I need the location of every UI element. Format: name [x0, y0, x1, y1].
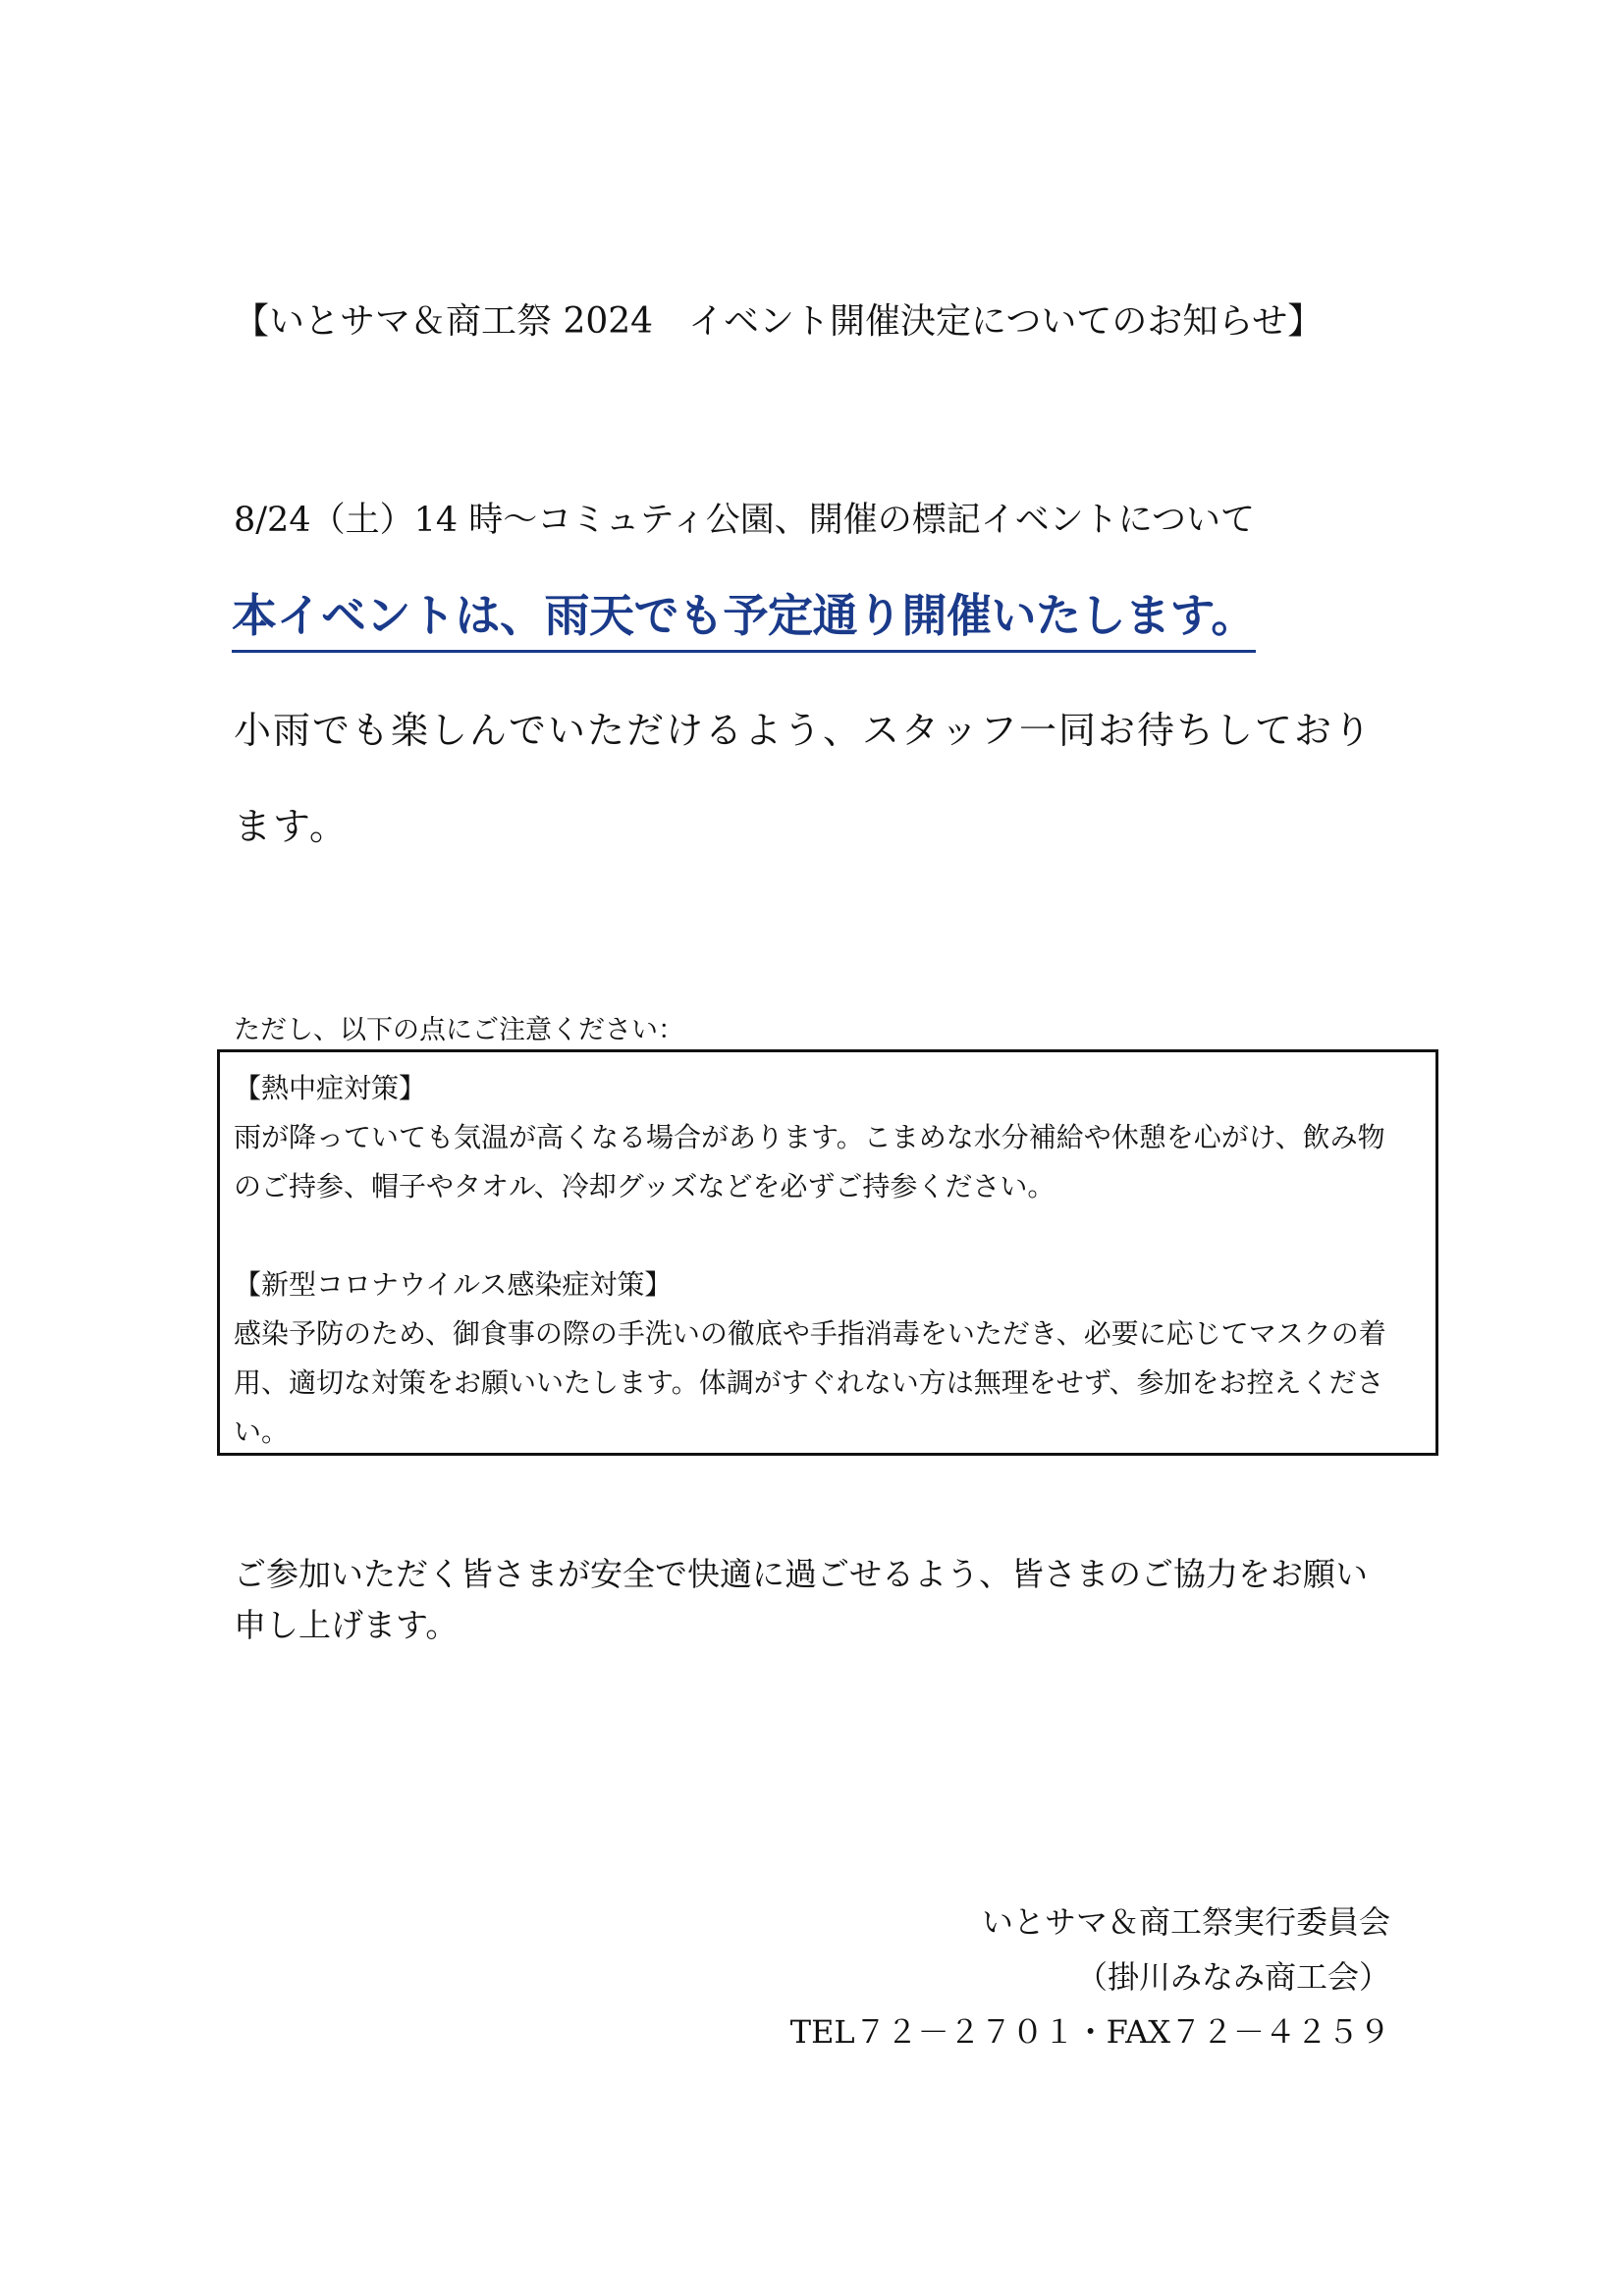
notice-title: 【いとサマ＆商工祭 2024 イベント開催決定についてのお知らせ】: [234, 301, 1324, 342]
caution-label: ただし、以下の点にご注意ください：: [234, 1015, 684, 1045]
organization-name: （掛川みなみ商工会）: [1075, 1958, 1390, 1996]
heatstroke-section: [234, 1064, 1422, 1211]
heatstroke-heading: 【熱中症対策】: [234, 1072, 427, 1104]
organizer-name: いとサマ＆商工祭実行委員会: [981, 1903, 1390, 1941]
heatstroke-body: 雨が降っていても気温が高くなる場合があります。こまめな水分補給や休憩を心がけ、飲み物のご持参、帽子やタオル、冷却グッズなどを必ずご持参ください。: [234, 1121, 1385, 1202]
covid-heading: 【新型コロナウイルス感染症対策】: [234, 1268, 673, 1301]
closing-paragraph: ご参加いただく皆さまが安全で快適に過ごせるよう、皆さまのご協力をお願い申し上げます。: [234, 1555, 1368, 1644]
footer-signature: [790, 1895, 1390, 2059]
rain-announcement-headline: 本イベントは、雨天でも予定通り開催いたします。: [232, 581, 1256, 653]
intro-paragraph: 小雨でも楽しんでいただけるよう、スタッフ一同お待ちしております。: [234, 709, 1374, 848]
caution-box: [217, 1049, 1438, 1456]
covid-section: [234, 1260, 1422, 1457]
section-spacer: [234, 1211, 1422, 1260]
contact-info: TEL７２－２７０１・FAX７２－４２５９: [789, 2013, 1390, 2051]
event-info-line: 8/24（土）14 時～コミュティ公園、開催の標記イベントについて: [234, 501, 1256, 540]
covid-body: 感染予防のため、御食事の際の手洗いの徹底や手指消毒をいただき、必要に応じてマスクの着用、適切な対策をお願いいたします。体調がすぐれない方は無理をせず、参加をお控えください。: [234, 1317, 1386, 1448]
